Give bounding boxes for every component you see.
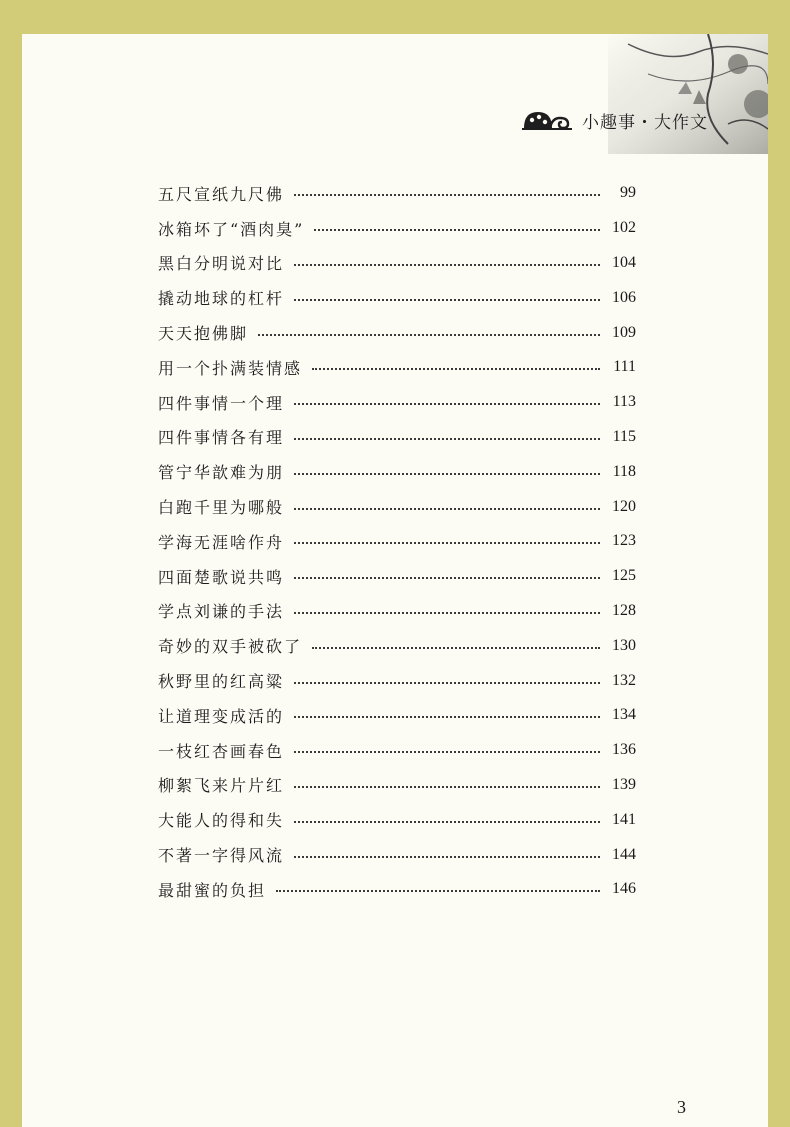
toc-entry-title: 黑白分明说对比 [158,254,285,274]
toc-entry-title: 四件事情一个理 [158,393,285,413]
toc-entry[interactable] [158,872,636,907]
toc-entry-title: 让道理变成活的 [158,706,285,726]
toc-entry-title: 秋野里的红高粱 [158,672,285,692]
toc-leader-dots [314,229,600,231]
toc-entry[interactable] [158,315,636,350]
toc-entry[interactable] [158,837,636,872]
mushroom-swirl-logo-icon [522,106,580,132]
series-title: 小趣事・大作文 [582,113,708,133]
toc-entry[interactable] [158,246,636,281]
toc-entry-title: 管宁华歆难为朋 [158,463,285,483]
toc-entry-title: 学点刘谦的手法 [158,602,285,622]
toc-entry[interactable] [158,176,636,211]
toc-leader-dots [294,264,600,266]
toc-entry-page: 136 [612,741,636,759]
toc-entry[interactable] [158,768,636,803]
toc-leader-dots [294,821,600,823]
toc-entry[interactable] [158,454,636,489]
toc-entry-page: 130 [612,636,636,654]
toc-entry-page: 104 [612,253,636,271]
toc-entry[interactable] [158,524,636,559]
toc-entry-page: 128 [612,601,636,619]
toc-entry-page: 139 [612,775,636,793]
toc-leader-dots [294,612,600,614]
toc-leader-dots [294,577,600,579]
toc-leader-dots [294,786,600,788]
page-number: 3 [677,1097,686,1117]
toc-entry-page: 120 [612,497,636,515]
toc-entry-page: 144 [612,845,636,863]
toc-leader-dots [294,403,600,405]
ink-painting-corner-decoration [608,34,768,154]
toc-leader-dots [294,438,600,440]
toc-leader-dots [294,194,600,196]
toc-leader-dots [294,473,600,475]
toc-leader-dots [294,299,600,301]
toc-entry-title: 大能人的得和失 [158,811,285,831]
toc-entry-title: 五尺宣纸九尺佛 [158,184,285,204]
toc-entry-page: 113 [612,393,636,411]
toc-entry-title: 四件事情各有理 [158,428,285,448]
toc-leader-dots [294,856,600,858]
toc-entry[interactable] [158,802,636,837]
toc-entry-page: 134 [612,706,636,724]
toc-leader-dots [312,368,600,370]
toc-entry-title: 学海无涯啥作舟 [158,532,285,552]
toc-entry-title: 撬动地球的杠杆 [158,289,285,309]
toc-entry-title: 最甜蜜的负担 [158,880,267,900]
table-of-contents [158,176,636,907]
toc-entry-page: 99 [620,184,636,202]
toc-entry-page: 106 [612,288,636,306]
toc-entry[interactable] [158,698,636,733]
toc-entry-title: 用一个扑满装情感 [158,358,303,378]
toc-entry[interactable] [158,594,636,629]
toc-entry-title: 柳絮飞来片片红 [158,776,285,796]
toc-entry-title: 不著一字得风流 [158,846,285,866]
toc-entry[interactable] [158,733,636,768]
toc-leader-dots [294,751,600,753]
toc-entry[interactable] [158,420,636,455]
toc-entry-page: 115 [612,427,636,445]
toc-entry-page: 109 [612,323,636,341]
toc-entry[interactable] [158,350,636,385]
toc-entry[interactable] [158,385,636,420]
toc-leader-dots [294,508,600,510]
toc-entry[interactable] [158,559,636,594]
toc-entry-page: 141 [612,810,636,828]
book-page [22,34,768,1127]
toc-entry[interactable] [158,663,636,698]
toc-entry-page: 146 [612,880,636,898]
toc-leader-dots [258,334,600,336]
toc-entry-page: 123 [612,532,636,550]
running-header [22,106,768,136]
toc-entry-page: 118 [612,462,636,480]
toc-entry-title: 奇妙的双手被砍了 [158,637,303,657]
toc-entry-title: 冰箱坏了“酒肉臭” [158,219,305,239]
toc-leader-dots [276,890,600,892]
toc-entry-page: 132 [612,671,636,689]
toc-entry-title: 天天抱佛脚 [158,324,249,344]
toc-entry-title: 白跑千里为哪般 [158,498,285,518]
toc-leader-dots [294,716,600,718]
toc-entry[interactable] [158,211,636,246]
toc-entry[interactable] [158,628,636,663]
toc-entry-page: 111 [613,358,636,376]
toc-entry-title: 四面楚歌说共鸣 [158,567,285,587]
toc-entry-title: 一枝红杏画春色 [158,741,285,761]
toc-entry-page: 125 [612,567,636,585]
toc-leader-dots [294,682,600,684]
toc-entry[interactable] [158,489,636,524]
toc-entry-page: 102 [612,219,636,237]
toc-entry[interactable] [158,280,636,315]
toc-leader-dots [294,542,600,544]
toc-leader-dots [312,647,600,649]
